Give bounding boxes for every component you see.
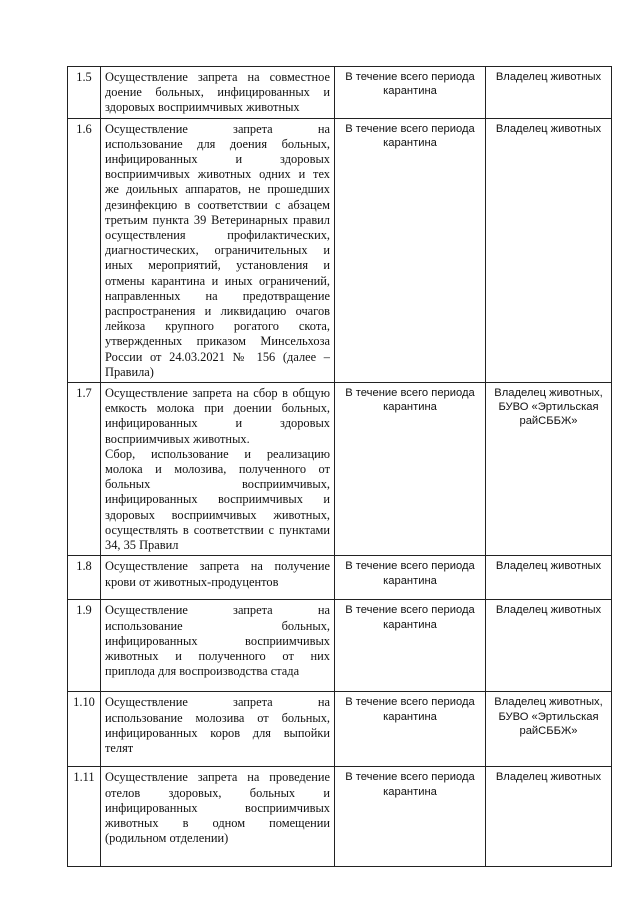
term-cell: В течение всего периода карантина bbox=[335, 118, 486, 382]
action-cell bbox=[101, 767, 335, 867]
action-line: 34, 35 Правил bbox=[105, 538, 179, 553]
action-line: дезинфекцию в соответствии с абзацем bbox=[105, 197, 330, 212]
action-line: Осуществление запрета на сбор в общую bbox=[105, 386, 330, 401]
table-row bbox=[68, 118, 612, 382]
action-line: направленных на предотвращение bbox=[105, 288, 330, 303]
row-number: 1.9 bbox=[68, 600, 101, 692]
action-line: инфицированных и здоровых bbox=[105, 152, 330, 167]
responsible-cell: Владелец животных bbox=[486, 600, 612, 692]
action-line: утвержденных приказом Минсельхоза bbox=[105, 334, 330, 349]
action-line: инфицированных и здоровых bbox=[105, 416, 330, 431]
action-line: осуществления профилактических, bbox=[105, 228, 330, 243]
action-cell bbox=[101, 556, 335, 600]
action-line: приплода для воспроизводства стада bbox=[105, 664, 300, 679]
action-line: диагностических, ограничительных и bbox=[105, 243, 330, 258]
table-row bbox=[68, 692, 612, 767]
responsible-cell: Владелец животных, БУВО «Эртильская райСББЖ» bbox=[486, 383, 612, 556]
action-line: использование больных, bbox=[105, 618, 330, 633]
action-cell bbox=[101, 600, 335, 692]
action-line: же доильных аппаратов, не прошедших bbox=[105, 182, 330, 197]
table-row bbox=[68, 767, 612, 867]
row-number: 1.7 bbox=[68, 383, 101, 556]
action-line: распространения и ликвидацию очагов bbox=[105, 304, 330, 319]
action-line: инфицированных восприимчивых и bbox=[105, 492, 330, 507]
action-line: восприимчивых животных одних и тех bbox=[105, 167, 330, 182]
action-line: доение больных, инфицированных и bbox=[105, 85, 330, 100]
action-line: Правила) bbox=[105, 364, 154, 379]
action-line: Осуществление запрета на совместное bbox=[105, 70, 330, 84]
action-line: Осуществление запрета на bbox=[105, 695, 330, 710]
row-number: 1.5 bbox=[68, 67, 101, 119]
measures-table bbox=[67, 66, 612, 867]
action-cell bbox=[101, 67, 335, 119]
responsible-cell: Владелец животных bbox=[486, 767, 612, 867]
table-row bbox=[68, 600, 612, 692]
action-line: больных восприимчивых, bbox=[105, 477, 330, 492]
action-line: отмены карантина и иных ограничений, bbox=[105, 273, 330, 288]
row-number: 1.11 bbox=[68, 767, 101, 867]
action-cell bbox=[101, 118, 335, 382]
table-row bbox=[68, 556, 612, 600]
responsible-cell: Владелец животных bbox=[486, 556, 612, 600]
action-line: инфицированных восприимчивых bbox=[105, 800, 330, 815]
action-line: емкость молока при доении больных, bbox=[105, 401, 330, 416]
action-line: животных в одном помещении bbox=[105, 815, 330, 830]
action-line: лейкоза крупного рогатого скота, bbox=[105, 319, 330, 334]
term-cell: В течение всего периода карантина bbox=[335, 383, 486, 556]
row-number: 1.6 bbox=[68, 118, 101, 382]
action-line: Осуществление запрета на проведение bbox=[105, 770, 330, 785]
term-cell: В течение всего периода карантина bbox=[335, 600, 486, 692]
action-line: использование молозива от больных, bbox=[105, 710, 330, 725]
action-line: отелов здоровых, больных и bbox=[105, 785, 330, 800]
action-line: использование для доения больных, bbox=[105, 136, 330, 151]
action-line: инфицированных коров для выпойки bbox=[105, 725, 330, 740]
action-line: осуществлять в соответствии с пунктами bbox=[105, 522, 330, 537]
action-line: крови от животных-продуцентов bbox=[105, 574, 279, 589]
action-line: третьим пункта 39 Ветеринарных правил bbox=[105, 212, 330, 227]
action-line: Осуществление запрета на получение bbox=[105, 559, 330, 574]
term-cell: В течение всего периода карантина bbox=[335, 556, 486, 600]
action-line: животных и полученного от них bbox=[105, 648, 330, 663]
action-line: телят bbox=[105, 740, 134, 755]
action-cell bbox=[101, 383, 335, 556]
action-line: Сбор, использование и реализацию bbox=[105, 446, 330, 461]
table-row bbox=[68, 383, 612, 556]
action-line: молока и молозива, полученного от bbox=[105, 462, 330, 477]
term-cell: В течение всего периода карантина bbox=[335, 692, 486, 767]
responsible-cell: Владелец животных, БУВО «Эртильская райСББЖ» bbox=[486, 692, 612, 767]
table-row bbox=[68, 67, 612, 119]
responsible-cell: Владелец животных bbox=[486, 118, 612, 382]
action-cell bbox=[101, 692, 335, 767]
action-line: инфицированных восприимчивых bbox=[105, 633, 330, 648]
term-cell: В течение всего периода карантина bbox=[335, 767, 486, 867]
row-number: 1.10 bbox=[68, 692, 101, 767]
responsible-cell: Владелец животных bbox=[486, 67, 612, 119]
action-line: иных мероприятий, установления и bbox=[105, 258, 330, 273]
action-line: восприимчивых животных. bbox=[105, 431, 250, 446]
action-line: здоровых восприимчивых животных, bbox=[105, 507, 330, 522]
action-line: России от 24.03.2021 № 156 (далее – bbox=[105, 349, 330, 364]
action-line: здоровых восприимчивых животных bbox=[105, 100, 300, 115]
row-number: 1.8 bbox=[68, 556, 101, 600]
term-cell: В течение всего периода карантина bbox=[335, 67, 486, 119]
action-line: (родильном отделении) bbox=[105, 831, 229, 846]
action-line: Осуществление запрета на bbox=[105, 603, 330, 618]
action-line: Осуществление запрета на bbox=[105, 121, 330, 136]
